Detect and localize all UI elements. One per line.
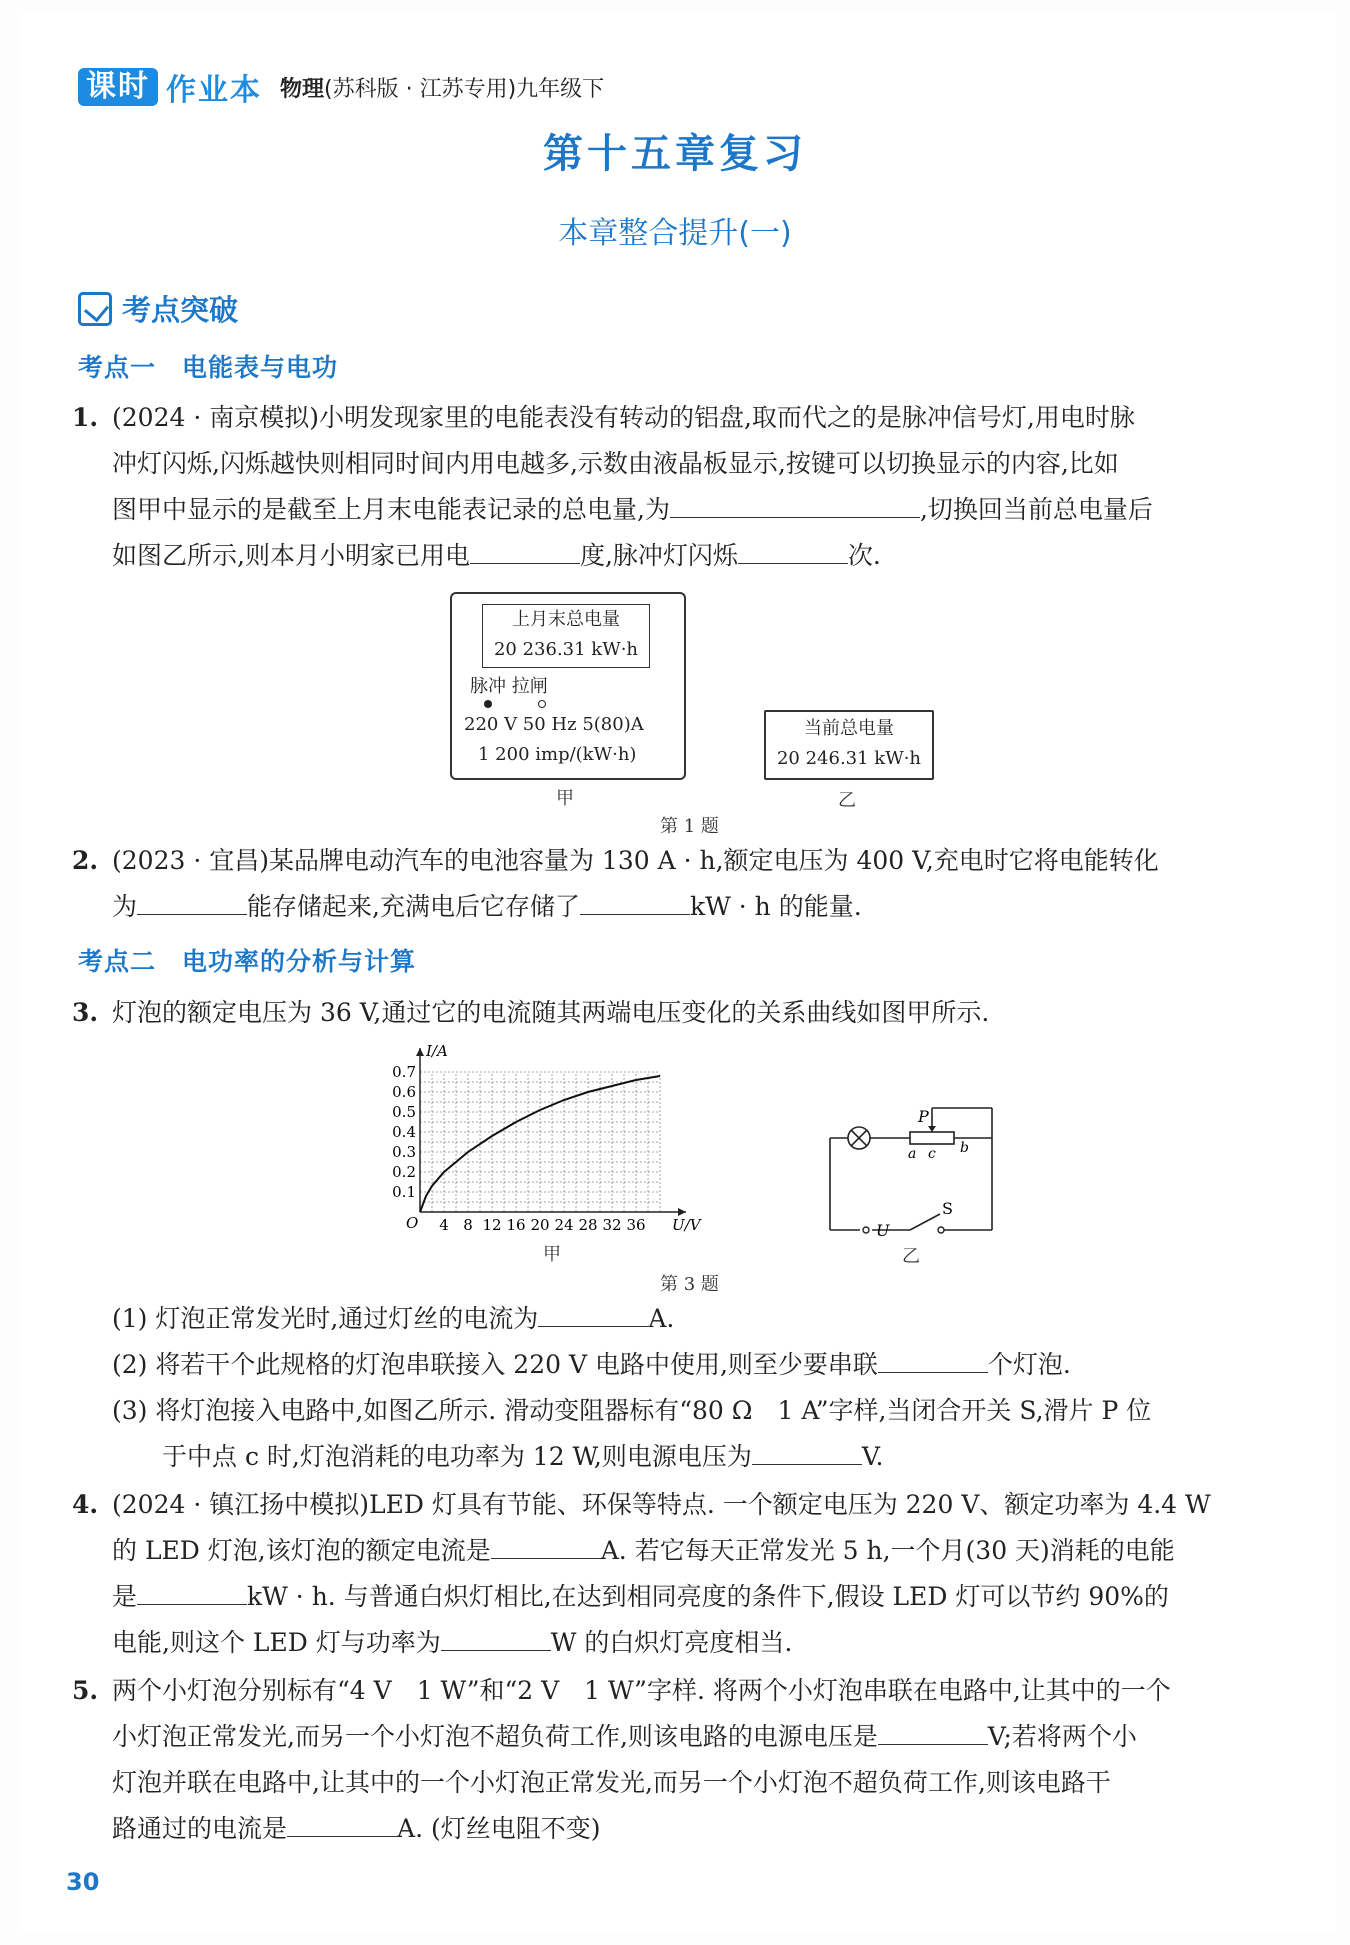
question-3-subparts [112, 1296, 1272, 1480]
q4-line3a: 是 [112, 1582, 138, 1611]
x-tick-label: 24 [554, 1216, 574, 1234]
x-tick-label: 16 [506, 1216, 526, 1234]
topic-2-title: 考点二 电功率的分析与计算 [78, 947, 417, 976]
y-tick-label: 0.7 [392, 1063, 416, 1081]
answer-blank[interactable] [738, 533, 848, 564]
q4-line4b: W 的白炽灯亮度相当. [550, 1628, 793, 1657]
question-number: 3. [72, 998, 99, 1027]
q4-line2b: A. 若它每天正常发光 5 h,一个月(30 天)消耗的电能 [600, 1536, 1175, 1565]
q3-sub3-line2a: 于中点 c 时,灯泡消耗的电功率为 12 W,则电源电压为 [162, 1442, 752, 1471]
x-axis-arrow [678, 1208, 686, 1216]
label-U: U [876, 1221, 890, 1240]
q5-line4b: A. (灯丝电阻不变) [397, 1814, 601, 1843]
page-number: 30 [66, 1868, 100, 1896]
x-axis-label: U/V [672, 1216, 701, 1234]
answer-blank[interactable] [580, 884, 690, 915]
circuit-diagram [820, 1100, 1010, 1245]
x-tick-label: 20 [530, 1216, 550, 1234]
fig1-label-b: 乙 [838, 790, 856, 811]
trip-indicator-icon [538, 700, 546, 708]
label-a: a [908, 1146, 917, 1162]
answer-blank[interactable] [137, 1574, 247, 1605]
answer-blank[interactable] [491, 1528, 601, 1559]
q3-sub3-line2b: V. [861, 1442, 884, 1471]
question-4 [72, 1482, 1272, 1666]
question-3 [72, 990, 1272, 1036]
iv-chart [380, 1040, 730, 1240]
q3-sub1a: (1) 灯泡正常发光时,通过灯丝的电流为 [112, 1304, 539, 1333]
y-tick-label: 0.5 [392, 1103, 416, 1121]
fig3-caption: 第 3 题 [660, 1274, 719, 1295]
edition: (苏科版 · 江苏专用)九年级下 [324, 76, 605, 102]
kaodian-heading [78, 288, 238, 329]
label-S: S [942, 1199, 953, 1218]
kaodian-heading-text: 考点突破 [122, 293, 239, 327]
q2-line2c: kW · h 的能量. [689, 892, 862, 921]
x-tick-label: 28 [578, 1216, 598, 1234]
meter-spec-2: 1 200 imp/(kW·h) [478, 744, 637, 765]
brand-name: 作业本 [166, 73, 262, 108]
lamp-icon [848, 1127, 870, 1149]
q4-line1: (2024 · 镇江扬中模拟)LED 灯具有节能、环保等特点. 一个额定电压为 220 V、额定功率为 4.4 W [112, 1490, 1211, 1519]
q4-line3b: kW · h. 与普通白炽灯相比,在达到相同亮度的条件下,假设 LED 灯可以节约 90%的 [247, 1582, 1169, 1611]
label-c: c [928, 1146, 936, 1162]
topic-1-title: 考点一 电能表与电功 [78, 353, 339, 382]
answer-blank[interactable] [470, 533, 580, 564]
meter-a-display [482, 604, 650, 668]
q5-line2a: 小灯泡正常发光,而另一个小灯泡不超负荷工作,则该电路的电源电压是 [112, 1722, 878, 1751]
chapter-title: 第十五章复习 [543, 130, 807, 177]
x-tick-label: 8 [463, 1216, 473, 1234]
answer-blank[interactable] [287, 1806, 397, 1837]
q2-line2b: 能存储起来,充满电后它存储了 [247, 892, 580, 921]
origin-label: O [406, 1214, 419, 1232]
q1-line3b: ,切换回当前总电量后 [919, 495, 1153, 524]
y-axis-arrow [416, 1048, 424, 1056]
meter-a-title: 上月末总电量 [512, 609, 620, 630]
q2-line2a: 为 [112, 892, 138, 921]
q5-line4a: 路通过的电流是 [112, 1814, 288, 1843]
q3-line1: 灯泡的额定电压为 36 V,通过它的电流随其两端电压变化的关系曲线如图甲所示. [112, 998, 990, 1027]
fig3-label-a: 甲 [543, 1244, 561, 1265]
q5-line2b: V;若将两个小 [987, 1722, 1137, 1751]
x-tick-label: 36 [626, 1216, 646, 1234]
q4-line4a: 电能,则这个 LED 灯与功率为 [112, 1628, 441, 1657]
y-axis-label: I/A [426, 1042, 448, 1060]
q2-line1: (2023 · 宜昌)某品牌电动汽车的电池容量为 130 A · h,额定电压为 400 V,充电时它将电能转化 [112, 846, 1159, 875]
meter-a [450, 592, 686, 780]
question-2 [72, 838, 1272, 930]
answer-blank[interactable] [137, 884, 247, 915]
fig3-label-b: 乙 [902, 1246, 920, 1267]
q5-line1: 两个小灯泡分别标有“4 V 1 W”和“2 V 1 W”字样. 将两个小灯泡串联在电路中,让其中的一个 [112, 1676, 1171, 1705]
q1-line4c: 次. [847, 541, 881, 570]
q3-sub2b: 个灯泡. [987, 1350, 1071, 1379]
meter-b-title: 当前总电量 [804, 718, 894, 739]
question-5 [72, 1668, 1272, 1852]
meter-b [764, 710, 934, 780]
y-tick-label: 0.3 [392, 1143, 416, 1161]
question-number: 2. [72, 846, 99, 875]
q1-line2: 冲灯闪烁,闪烁越快则相同时间内用电越多,示数由液晶板显示,按键可以切换显示的内容,比如 [112, 449, 1119, 478]
pulse-label: 脉冲 拉闸 [470, 676, 548, 697]
meter-spec-1: 220 V 50 Hz 5(80)A [464, 714, 644, 735]
question-1 [72, 395, 1272, 579]
x-tick-label: 32 [602, 1216, 622, 1234]
meter-a-value: 20 236.31 kW·h [493, 639, 639, 660]
meter-b-value: 20 246.31 kW·h [776, 748, 922, 769]
q1-line4a: 如图乙所示,则本月小明家已用电 [112, 541, 470, 570]
question-number: 1. [72, 403, 99, 432]
question-number: 4. [72, 1490, 99, 1519]
y-tick-label: 0.1 [392, 1183, 416, 1201]
y-tick-label: 0.6 [392, 1083, 416, 1101]
check-pencil-icon [78, 292, 112, 326]
answer-blank[interactable] [752, 1434, 862, 1465]
pulse-indicator-icon [484, 700, 492, 708]
y-tick-label: 0.2 [392, 1163, 416, 1181]
answer-blank[interactable] [538, 1296, 648, 1327]
q1-line1: (2024 · 南京模拟)小明发现家里的电能表没有转动的铝盘,取而代之的是脉冲信号灯,用电时脉 [112, 403, 1135, 432]
subject: 物理 [280, 76, 325, 102]
q3-sub2a: (2) 将若干个此规格的灯泡串联接入 220 V 电路中使用,则至少要串联 [112, 1350, 878, 1379]
fig1-label-a: 甲 [556, 788, 574, 809]
answer-blank[interactable] [670, 487, 920, 518]
label-P: P [918, 1107, 929, 1126]
answer-blank[interactable] [878, 1714, 988, 1745]
header-brand [78, 68, 604, 106]
slider-arrow-icon [928, 1126, 936, 1132]
q1-line4b: 度,脉冲灯闪烁 [579, 541, 738, 570]
x-tick-label: 4 [439, 1216, 449, 1234]
brand-logo: 课时 [78, 68, 158, 106]
q3-sub3-line1: (3) 将灯泡接入电路中,如图乙所示. 滑动变阻器标有“80 Ω 1 A”字样,当闭合开关 S,滑片 P 位 [112, 1396, 1152, 1425]
answer-blank[interactable] [878, 1342, 988, 1373]
fig1-caption: 第 1 题 [660, 816, 719, 837]
question-number: 5. [72, 1676, 99, 1705]
label-b: b [960, 1140, 969, 1156]
q5-line3: 灯泡并联在电路中,让其中的一个小灯泡正常发光,而另一个小灯泡不超负荷工作,则该电路干 [112, 1768, 1111, 1797]
q1-line3a: 图甲中显示的是截至上月末电能表记录的总电量,为 [112, 495, 670, 524]
x-tick-label: 12 [482, 1216, 502, 1234]
q4-line2a: 的 LED 灯泡,该灯泡的额定电流是 [112, 1536, 491, 1565]
answer-blank[interactable] [441, 1620, 551, 1651]
section-title: 本章整合提升(一) [558, 216, 792, 251]
book-info [280, 72, 604, 103]
q3-sub1b: A. [648, 1304, 675, 1333]
y-tick-label: 0.4 [392, 1123, 416, 1141]
